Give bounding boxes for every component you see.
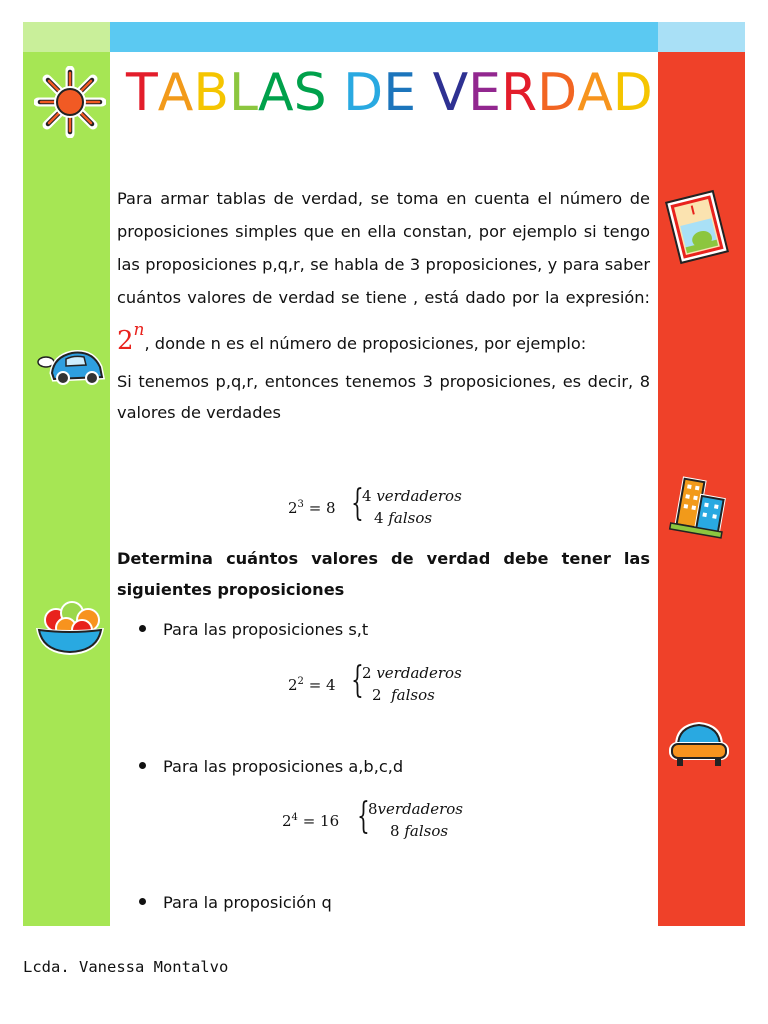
formula-brace: { (351, 660, 364, 701)
fruit-bowl-icon (32, 598, 108, 658)
formula-true-row: 2 verdaderos (362, 664, 462, 682)
car-icon (36, 345, 106, 387)
page-title (126, 58, 653, 128)
title-letter (416, 58, 433, 128)
title-letter: R (501, 63, 538, 123)
top-band-middle (110, 22, 658, 52)
sofa-icon (665, 712, 733, 770)
top-band-right (658, 22, 745, 52)
title-letter: A (157, 63, 194, 123)
content-body (117, 182, 650, 428)
bullet-dot (139, 762, 146, 769)
title-letter: S (293, 63, 327, 123)
intro-paragraph (117, 182, 650, 360)
top-band-left (23, 22, 110, 52)
formula-lhs: $2^2 = 4$ (288, 676, 336, 694)
bullet-dot (139, 625, 146, 632)
title-letter: V (432, 63, 469, 123)
window-picture-icon (665, 188, 729, 266)
formula-lhs: $2^3 = 8$ (288, 499, 336, 517)
title-letter: B (193, 63, 230, 123)
intro-text: Para armar tablas de verdad, se toma en cuenta el número de proposiciones simples que en ella constan, por ejemplo si tengo las proposiciones p,q,r, se habla de 3 proposiciones, y para saber cuántos valores de verdad se tiene , está dado por la expresión: (117, 189, 650, 307)
title-letter: A (258, 63, 294, 123)
formula-lhs: $2^4 = 16$ (282, 812, 340, 830)
title-letter: D (612, 63, 653, 123)
formula-2-squared (288, 660, 488, 708)
title-letter: D (537, 63, 578, 123)
formula-true-row: 4 verdaderos (362, 487, 462, 505)
buildings-icon (668, 472, 734, 542)
formula-false-row: 2 falsos (372, 686, 435, 704)
formula-2-cubed (288, 483, 488, 531)
example-paragraph: Si tenemos p,q,r, entonces tenemos 3 proposiciones, es decir, 8 valores de verdades (117, 372, 650, 422)
title-letter: T (126, 63, 158, 123)
sun-icon (34, 66, 106, 138)
formula-brace: { (357, 796, 370, 837)
bullet-item: Para la proposición q (139, 893, 332, 912)
expression-2-power-n: 2$^n$ (117, 320, 145, 356)
bullet-dot (139, 898, 146, 905)
formula-true-row: 8verdaderos (368, 800, 463, 818)
formula-brace: { (351, 483, 364, 524)
title-letter: E (383, 63, 417, 123)
formula-false-row: 4 falsos (374, 509, 433, 527)
bullet-item: Para las proposiciones s,t (139, 620, 368, 639)
title-letter: D (343, 63, 384, 123)
bullet-item: Para las proposiciones a,b,c,d (139, 757, 403, 776)
intro-text-continued: , donde n es el número de proposiciones, por ejemplo: (144, 334, 587, 353)
question-heading: Determina cuántos valores de verdad debe tener las siguientes proposiciones (117, 549, 650, 599)
title-letter: A (577, 63, 613, 123)
title-letter: L (229, 63, 259, 123)
footer-author: Lcda. Vanessa Montalvo (23, 958, 229, 976)
formula-2-fourth (282, 796, 492, 844)
formula-false-row: 8 falsos (390, 822, 449, 840)
title-letter (327, 58, 344, 128)
left-color-column (23, 52, 110, 926)
title-letter: E (468, 63, 502, 123)
